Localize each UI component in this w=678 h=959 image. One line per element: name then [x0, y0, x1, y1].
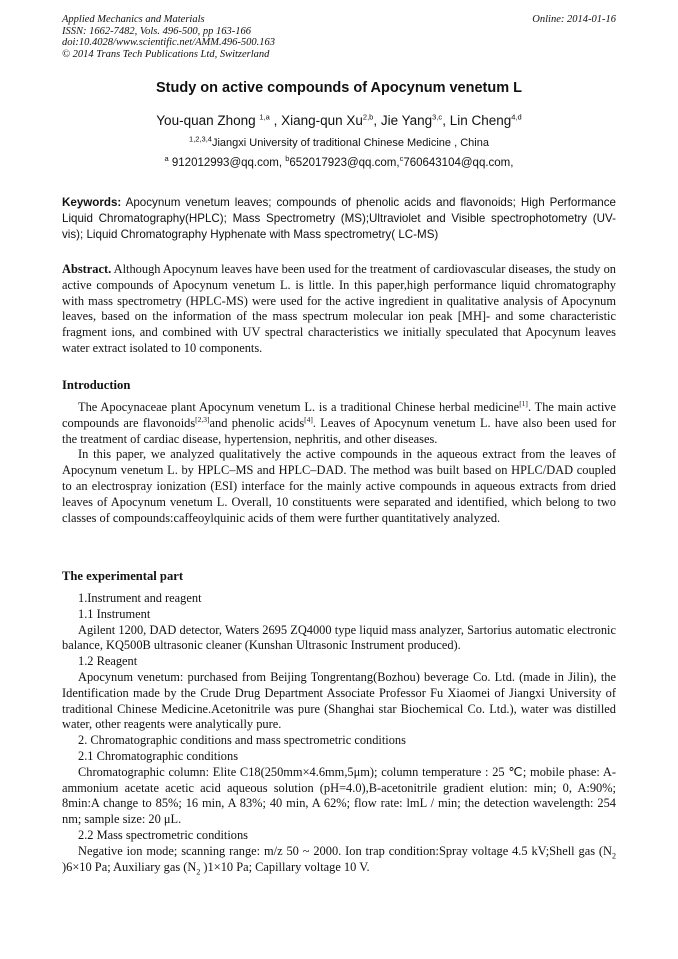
subsection-heading: 1.1 Instrument — [78, 606, 151, 621]
journal-copyright: © 2014 Trans Tech Publications Ltd, Switzerland — [62, 48, 270, 60]
email-marker: c — [399, 154, 404, 164]
affiliation — [62, 134, 616, 149]
subsection-heading: 1.2 Reagent — [78, 654, 138, 669]
chromatographic-paragraph: Chromatographic column: Elite C18(250mm×4.6mm,5μm); column temperature : 25 ℃; mobile phase: A-ammonium acetate acetic acid aqueous solution (pH=4.0),B-acetonitrile gradient elution: min; 0, A:90%; 8min:A change to 85%; 16 min, A 83%; 40 min, A 62%; flow rate: lmL / min; the detection wavelength: 254 nm; sample size: 20 μL. — [62, 764, 616, 827]
author-name: Lin Cheng — [449, 113, 512, 128]
author-name: Jie Yang — [380, 113, 433, 128]
author-name: You-quan Zhong — [156, 113, 256, 128]
text-run: )6×10 Pa; Auxiliary gas (N — [62, 859, 197, 874]
text-run: . Leaves of Apocynum venetum L. have also been used for the treatment of cardiac disease, hypertension, nephritis, and other diseases. — [62, 415, 616, 446]
email-marker: b — [285, 154, 290, 164]
introduction-body — [62, 400, 616, 526]
subsection-heading: 2.2 Mass spectrometric conditions — [78, 827, 248, 842]
subsection-heading: 2. Chromatographic conditions and mass spectrometric conditions — [78, 733, 406, 748]
email-link[interactable]: 912012993@qq.com — [171, 157, 279, 169]
journal-issn: ISSN: 1662-7482, Vols. 496-500, pp 163-166 — [62, 25, 251, 37]
keywords-label: Keywords: — [62, 196, 122, 209]
author-list: You-quan Zhong $^{1,a}$ , Xiang-qun Xu$^{2,b}$, Jie Yang$^{3,c}$, Lin Cheng$^{4,d}$ — [156, 112, 522, 128]
experimental-heading: The experimental part — [62, 569, 184, 583]
abstract-label: Abstract. — [62, 262, 112, 276]
abstract-block — [62, 262, 616, 357]
abstract-text: Although Apocynum leaves have been used for the treatment of cardiovascular diseases, the study on active compounds of Apocynum venetum L. is little. In this paper,high performance liquid chromatography with mass spectrometry (HPLC-MS) were used for the active ingredient in qualitative analysis of Apocynum leaves, based on the information of the mass spectrum molecular ion peak [MH]- and some characteristic fragment ions, and combined with UV spectral characteristics we initially speculated that Apocynum leaves water extract isolated to 10 components. — [62, 262, 616, 355]
keywords-text: Apocynum venetum leaves; compounds of phenolic acids and flavonoids; High Performance Liquid Chromatography(HPLC); Mass Spectrometry (MS);Ultraviolet and Visible spectrophotometry (UV-vis); Liquid Chromatography Hyphenate with Mass spectrometry( LC-MS) — [62, 196, 616, 241]
citation-ref[interactable]: [2,3] — [195, 414, 210, 424]
journal-doi: doi:10.4028/www.scientific.net/AMM.496-500.163 — [62, 37, 275, 49]
reagent-paragraph: Apocynum venetum: purchased from Beijing Tongrentang(Bozhou) beverage Co. Ltd. (made in Jilin), the Identification made by the Crude Drug Department Associate Professor Fu Xiaomei of Jiangxi University of traditional Chinese Medicine.Acetonitrile was pure (Shanghai star Biochemical Co. Ltd.), water was distilled water, other reagents were analytically pure. — [62, 669, 616, 732]
citation-ref[interactable]: [4] — [304, 414, 313, 424]
paper-title: Study on active compounds of Apocynum venetum L — [155, 80, 523, 96]
subscript: 2 — [196, 867, 201, 877]
text-run: )1×10 Pa; Capillary voltage 10 V. — [200, 859, 370, 874]
subsection-heading: 2.1 Chromatographic conditions — [78, 748, 239, 763]
text-run: The Apocynaceae plant Apocynum venetum L. is a traditional Chinese herbal medicine — [78, 400, 520, 414]
journal-header — [62, 14, 616, 60]
author-affiliation-marker: 3,c — [432, 112, 443, 122]
instrument-paragraph: Agilent 1200, DAD detector, Waters 2695 ZQ4000 type liquid mass analyzer, Sartorius automatic electronic balance, KQ500B ultrasonic cleaner (Kunshan Ultrasonic Instrument produced). — [62, 622, 616, 653]
author-affiliation-marker: 4,d — [511, 112, 522, 122]
experimental-body — [62, 591, 616, 875]
affiliation-text: Jiangxi University of traditional Chinese Medicine , China — [211, 137, 489, 149]
subsection-heading: 1.Instrument and reagent — [78, 591, 202, 605]
citation-ref[interactable]: [1] — [519, 398, 528, 408]
author-affiliation-marker: 1,a — [259, 112, 270, 122]
online-date: Online: 2014-01-16 — [532, 14, 616, 25]
introduction-paragraph: In this paper, we analyzed qualitatively the active compounds in the aqueous extract from the leaves of Apocynum venetum L. by HPLC–MS and HPLC–DAD. The method was built based on HPLC/DAD coupled to an electrospray ionization (ESI) interface for the mainly active compounds in aqueous extracts from dried leaves of Apocynum venetum L. Overall, 10 constituents were separated and identified, which belong to two classes of compounds:caffeoylquinic acids of them were further quantitatively analyzed. — [62, 447, 616, 525]
email-list: $^a$ 912012993@qq.com, $^b$652017923@qq.com,$^c$760643104@qq.com, — [164, 154, 514, 169]
introduction-paragraph — [62, 400, 616, 447]
email-marker: a — [164, 154, 169, 164]
text-run: . The main active compounds are flavonoids — [62, 400, 616, 430]
email-link[interactable]: 760643104@qq.com — [403, 157, 511, 169]
keywords-block — [62, 195, 616, 243]
subscript: 2 — [612, 851, 616, 861]
author-affiliation-marker: 2,b — [362, 112, 374, 122]
text-run: and phenolic acids — [209, 415, 305, 430]
text-run: Negative ion mode; scanning range: m/z 50 ~ 2000. Ion trap condition:Spray voltage 4.5 kV;Shell gas (N — [78, 843, 612, 858]
author-name: Xiang-qun Xu — [281, 113, 363, 128]
mass-spec-paragraph — [62, 844, 616, 876]
introduction-heading: Introduction — [62, 378, 131, 392]
affiliation-marker: 1,2,3,4 — [189, 134, 212, 144]
email-link[interactable]: 652017923@qq.com — [289, 157, 397, 169]
journal-name: Applied Mechanics and Materials — [62, 14, 205, 25]
